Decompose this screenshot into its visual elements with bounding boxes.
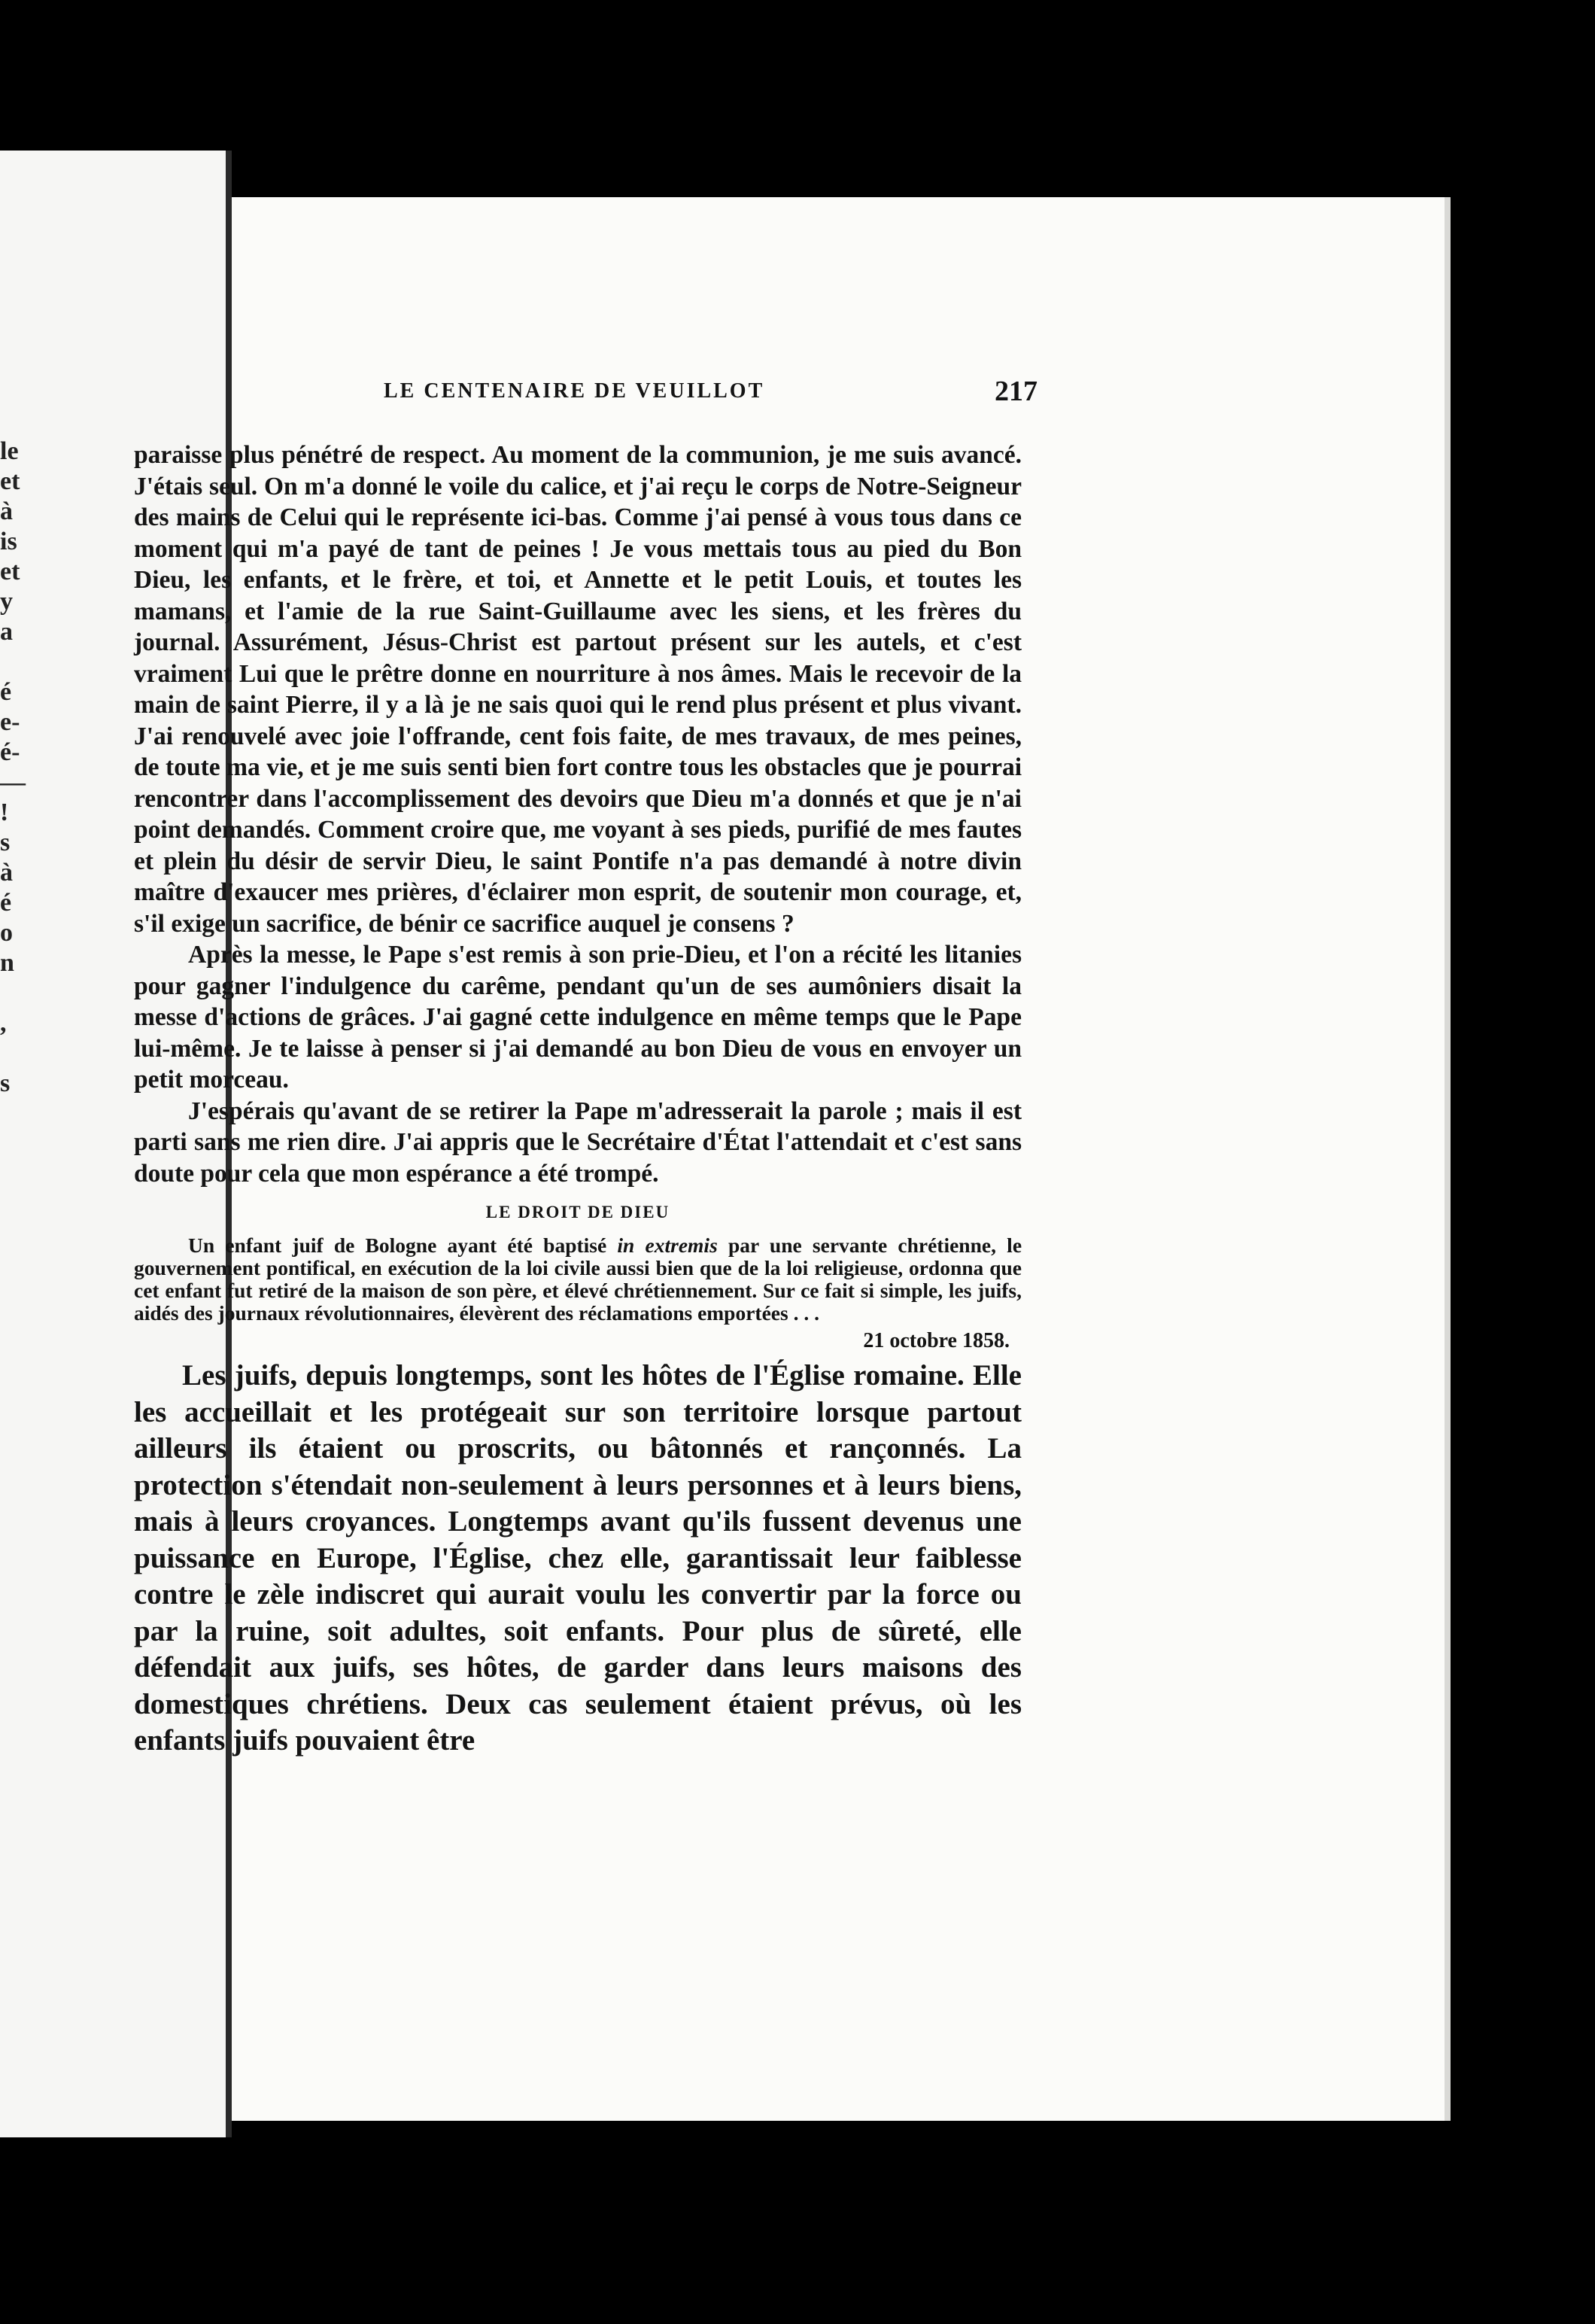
paragraph: Après la messe, le Pape s'est remis à son prie-Dieu, et l'on a récité les litanies pour gagner l'indulgence du carême, pendant qu'un de ses aumôniers disait la messe d'actions de grâces. J'ai gagné cette indulgence en même temps que le Pape lui-même. Je te laisse à penser si j'ai demandé au bon Dieu de vous en envoyer un petit morceau.	[134, 941, 1022, 1094]
margin-fragment: !	[0, 798, 9, 826]
page-number: 217	[995, 376, 1038, 407]
epigraph-text: Un enfant juif de Bologne ayant été baptisé in extremis par une servante chrétienne, le gouvernement pontifical, en exécution de la loi civile aussi bien que de la loi religieuse, ordonna que cet enfant fut retiré de la maison de son père, et élevé chrétiennement. Sur ce fait si simple, les juifs, aidés des journaux révolutionnaires, élevèrent des réclamations emportées . . .	[134, 1233, 1022, 1325]
margin-fragment: is	[0, 528, 17, 555]
epigraph-italic: in extremis	[617, 1233, 718, 1257]
epigraph-date: 21 octobre 1858.	[863, 1329, 1010, 1352]
margin-fragment: et	[0, 467, 20, 495]
margin-fragment: é-	[0, 738, 20, 766]
margin-fragment	[0, 1039, 23, 1069]
page-edge	[1445, 197, 1451, 2121]
margin-fragment: o	[0, 919, 13, 947]
margin-fragment: é	[0, 889, 12, 917]
margin-fragment: —	[0, 768, 26, 796]
running-title: LE CENTENAIRE DE VEUILLOT	[384, 379, 765, 403]
margin-fragment: à	[0, 859, 13, 887]
paragraph: Les juifs, depuis longtemps, sont les hôtes de l'Église romaine. Elle les accueillait et les protégeait sur son territoire lorsque partout ailleurs ils étaient ou proscrits, ou bâtonnés et rançonnés. La protection s'étendait non-seulement à leurs personnes et à leurs biens, mais à leurs croyances. Longtemps avant qu'ils fussent devenus une puissance en Europe, l'Église, chez elle, garantissait leur faiblesse contre le zèle indiscret qui aurait voulu les convertir par la force ou par la ruine, soit adultes, soit enfants. Pour plus de sûreté, elle défendait aux juifs, ses hôtes, de garder dans leurs maisons des domestiques chrétiens. Deux cas seulement étaient prévus, où les enfants juifs pouvaient être	[134, 1359, 1022, 1757]
margin-fragment: à	[0, 497, 13, 525]
paragraph: paraisse plus pénétré de respect. Au moment de la communion, je me suis avancé. J'étais seul. On m'a donné le voile du calice, et j'ai reçu le corps de Notre-Seigneur des mains de Celui qui le représente ici-bas. Comme j'ai pensé à vous tous dans ce moment qui m'a payé de tant de peines ! Je vous mettais tous au pied du Bon Dieu, les enfants, et le frère, et toi, et Annette et le petit Louis, et toutes les mamans, et l'amie de la rue Saint-Guillaume avec les siens, et les frères du journal. Assurément, Jésus-Christ est partout présent sur les autels, et c'est vraiment Lui que le prêtre donne en nourriture à nos âmes. Mais le recevoir de la main de saint Pierre, il y a là je ne sais quoi qui le rend plus présent et plus vivant. J'ai renouvelé avec joie l'offrande, cent fois faite, de mes travaux, de mes peines, de toute ma vie, et je me suis senti bien fort contre tous les obstacles que je pourrai rencontrer dans l'accomplissement des devoirs que Dieu m'a donnés et que je n'ai point demandés. Comment croire que, me voyant à ses pieds, purifié de mes fautes et plein du désir de servir Dieu, le saint Pontife n'a pas demandé à notre divin maître d'exaucer mes prières, d'éclairer mon esprit, de soutenir mon courage, et, s'il exige un sacrifice, de bénir ce sacrifice auquel je consens ?	[134, 441, 1022, 938]
running-head	[0, 376, 1213, 424]
page-text	[134, 440, 1022, 1760]
paragraph: J'espérais qu'avant de se retirer la Pape m'adresserait la parole ; mais il est parti sans me rien dire. J'ai appris que le Secrétaire d'État l'attendait et c'est sans doute pour cela que mon espérance a été trompé.	[134, 1097, 1022, 1188]
margin-fragment: y	[0, 588, 13, 616]
margin-fragment: a	[0, 618, 13, 646]
epigraph	[134, 1234, 1022, 1325]
section-body	[134, 1358, 1022, 1760]
margin-fragment: e-	[0, 708, 20, 736]
margin-fragment	[0, 647, 23, 677]
section-heading: LE DROIT DE DIEU	[485, 1203, 670, 1221]
margin-fragment: ,	[0, 1009, 7, 1037]
margin-fragment: n	[0, 949, 14, 977]
margin-fragment: s	[0, 1069, 11, 1097]
facing-page-margin-text	[0, 437, 26, 1099]
margin-fragment: et	[0, 558, 20, 586]
margin-fragment: é	[0, 678, 12, 706]
margin-fragment	[0, 978, 23, 1008]
margin-fragment: le	[0, 437, 19, 465]
margin-fragment: s	[0, 829, 11, 856]
